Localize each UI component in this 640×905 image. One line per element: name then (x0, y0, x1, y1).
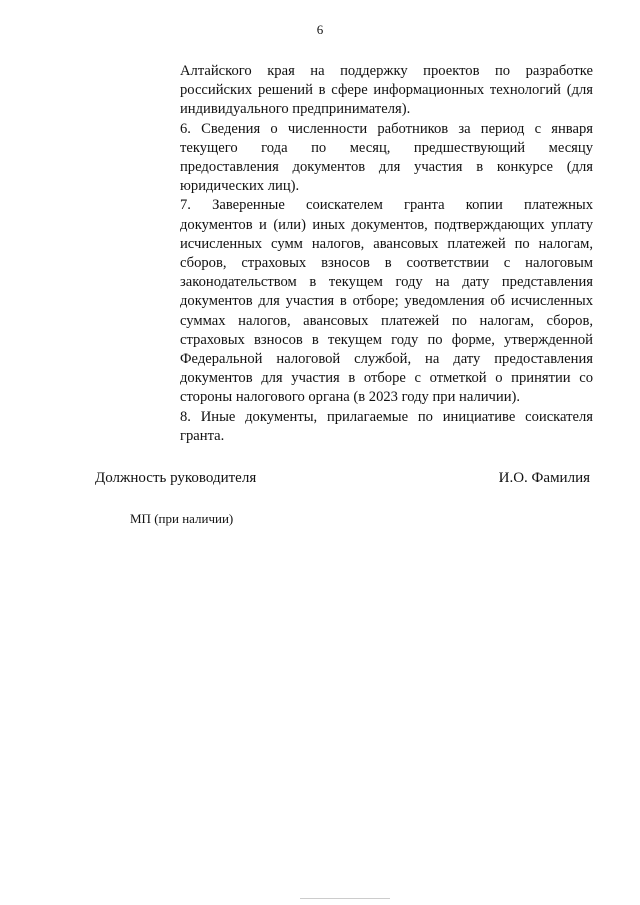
body-line: страховых взносов в текущем году по форме, утвержденной (180, 331, 593, 348)
body-line: документов и (или) иных документов, подтверждающих уплату (180, 216, 593, 233)
body-line: текущего года по месяц, предшествующий месяцу (180, 139, 593, 156)
body-line: 7. Заверенные соискателем гранта копии платежных (180, 197, 593, 214)
body-line: Федеральной налоговой службой, на дату предоставления (180, 351, 593, 368)
body-line: сборов, страховых взносов в соответствии с налоговым (180, 255, 593, 272)
body-line: исчисленных сумм налогов, авансовых платежей по налогам, (180, 235, 593, 252)
page-number: 6 (316, 22, 324, 37)
body-text (180, 62, 593, 446)
body-line: российских решений в сфере информационных технологий (для (180, 82, 593, 99)
body-line: предоставления документов для участия в конкурсе (для (180, 159, 593, 176)
body-line: 6. Сведения о численности работников за период с января (180, 120, 593, 137)
body-line: суммах налогов, авансовых платежей по налогам, сборов, (180, 312, 593, 329)
position-label: Должность руководителя (95, 470, 257, 486)
body-line: 8. Иные документы, прилагаемые по инициативе соискателя (180, 408, 593, 425)
footer-divider (300, 898, 390, 899)
body-line: Алтайского края на поддержку проектов по разработке (180, 63, 593, 79)
body-line: индивидуального предпринимателя). (180, 101, 411, 118)
body-line: стороны налогового органа (в 2023 году при наличии). (180, 389, 521, 406)
body-line: гранта. (180, 427, 225, 444)
stamp-label: МП (при наличии) (130, 511, 234, 526)
body-line: юридических лиц). (180, 178, 300, 195)
body-line: документов для участия в отборе; уведомления об исчисленных (180, 293, 593, 310)
body-line: законодательством в текущем году на дату представления (180, 274, 593, 291)
body-line: документов для участия в отборе с отметкой о принятии со (180, 370, 593, 387)
name-label: И.О. Фамилия (498, 470, 590, 486)
